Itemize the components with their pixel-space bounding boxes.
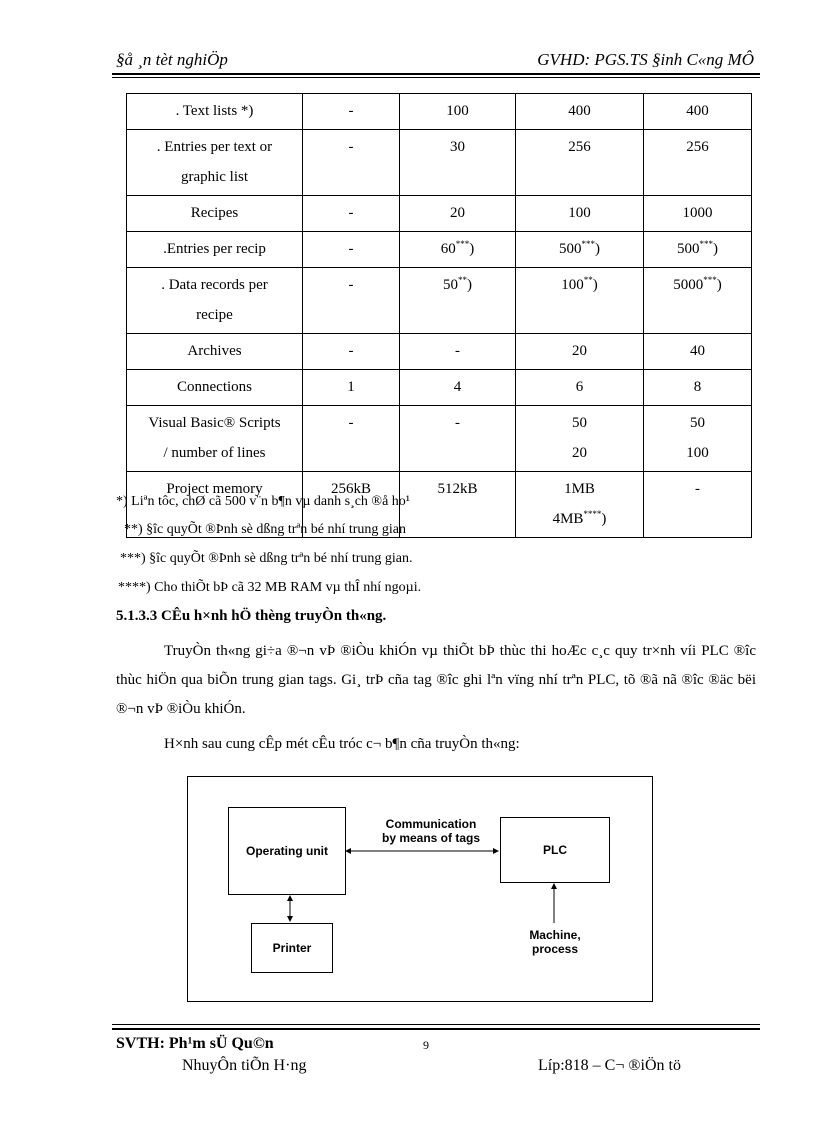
cell-text: - xyxy=(348,241,354,257)
header-title: §å ¸n tèt nghiÖp xyxy=(116,50,228,69)
row-label-cell xyxy=(127,196,303,232)
value-cell xyxy=(303,268,400,334)
table-row xyxy=(127,232,752,268)
diagram-arrows xyxy=(188,777,652,1001)
table-row xyxy=(127,94,752,130)
cell-text: 256kB xyxy=(330,481,371,497)
cell-text: . Entries per text or xyxy=(156,139,273,155)
value-cell xyxy=(516,196,644,232)
value-cell xyxy=(303,334,400,370)
footnote-2: **) §îc quyÕt ®Þnh sè dßng trªn bé nhí trung gian xyxy=(124,522,407,537)
footer-student: SVTH: Ph¹m sÜ Qu©n xyxy=(116,1035,274,1052)
cell-text: - xyxy=(348,343,354,359)
value-cell xyxy=(303,130,400,196)
cell-text: Recipes xyxy=(190,205,239,221)
cell-text: 60***) xyxy=(440,239,475,257)
footnote-3: ***) §îc quyÕt ®Þnh sè dßng trªn bé nhí trung gian. xyxy=(120,551,413,566)
cell-text: .Entries per recip xyxy=(163,241,266,257)
cell-text: 256 xyxy=(686,139,709,155)
cell-text: 400 xyxy=(568,103,591,119)
row-label-cell xyxy=(127,406,303,472)
value-cell xyxy=(644,472,752,538)
value-cell xyxy=(303,196,400,232)
cell-text: 100**) xyxy=(561,275,598,293)
value-cell xyxy=(400,232,516,268)
value-cell xyxy=(644,370,752,406)
cell-text: - xyxy=(455,343,460,359)
plc-box: PLC xyxy=(500,817,610,883)
machine-process-label: Machine, process xyxy=(529,928,581,956)
row-label-cell xyxy=(127,334,303,370)
value-cell xyxy=(400,370,516,406)
value-cell xyxy=(516,94,644,130)
table-row xyxy=(127,406,752,472)
table-row xyxy=(127,196,752,232)
cell-text: 30 xyxy=(450,139,465,155)
value-cell xyxy=(516,472,644,538)
cell-text: 100 xyxy=(568,205,591,221)
cell-text: Connections xyxy=(177,379,252,395)
footnote-1: *) Liªn tôc, chØ cã 500 v¨n b¶n vµ danh s¸ch ®å ho¹ xyxy=(116,494,410,509)
cell-text: - xyxy=(348,415,354,431)
cell-text: - xyxy=(348,139,354,155)
value-cell xyxy=(644,334,752,370)
cell-text: Project memory xyxy=(166,481,263,497)
row-label-cell xyxy=(127,268,303,334)
value-cell xyxy=(303,406,400,472)
row-label-cell xyxy=(127,370,303,406)
cell-text: - xyxy=(348,205,354,221)
value-cell xyxy=(400,94,516,130)
paragraph-figure-lead: H×nh sau cung cÊp mét cÊu tróc c¬ b¶n cña truyÒn th«ng: xyxy=(164,736,520,752)
cell-text: 8 xyxy=(693,379,702,395)
value-cell xyxy=(400,196,516,232)
table-row xyxy=(127,130,752,196)
value-cell xyxy=(516,370,644,406)
cell-text: 256 xyxy=(568,139,591,155)
cell-text: . Data records per xyxy=(161,277,268,293)
cell-text: 4 xyxy=(453,379,462,395)
cell-text: recipe xyxy=(196,307,233,323)
cell-text: 4MB****) xyxy=(552,509,607,527)
communication-label: Communication by means of tags xyxy=(381,817,481,845)
cell-text: 100 xyxy=(446,103,469,119)
cell-text: 50 xyxy=(572,415,587,431)
table-row xyxy=(127,334,752,370)
value-cell xyxy=(644,94,752,130)
row-label-cell xyxy=(127,232,303,268)
footer-student-2: NhuyÔn tiÕn H·ng xyxy=(182,1057,307,1074)
communication-diagram xyxy=(187,776,653,1002)
cell-text: Visual Basic® Scripts xyxy=(148,415,281,431)
value-cell xyxy=(303,370,400,406)
value-cell xyxy=(400,334,516,370)
value-cell xyxy=(644,268,752,334)
value-cell xyxy=(516,334,644,370)
cell-text: 500***) xyxy=(559,239,600,257)
table-row xyxy=(127,268,752,334)
value-cell xyxy=(516,232,644,268)
cell-text: 1 xyxy=(347,379,355,395)
cell-text: 1MB xyxy=(564,481,595,497)
row-label-cell xyxy=(127,130,303,196)
spec-table xyxy=(126,93,752,538)
value-cell xyxy=(644,130,752,196)
cell-text: 500***) xyxy=(677,239,718,257)
printer-box: Printer xyxy=(251,923,333,973)
cell-text: - xyxy=(695,481,700,497)
table-row xyxy=(127,370,752,406)
footer-class: Líp:818 – C¬ ®iÖn tö xyxy=(538,1057,681,1074)
cell-text: 20 xyxy=(572,343,587,359)
value-cell xyxy=(400,472,516,538)
cell-text: 1000 xyxy=(682,205,713,221)
value-cell xyxy=(303,94,400,130)
cell-text: 50**) xyxy=(443,275,472,293)
footer-rule-top xyxy=(112,1024,760,1025)
cell-text: - xyxy=(348,277,354,293)
cell-text: graphic list xyxy=(180,169,249,185)
value-cell xyxy=(516,130,644,196)
cell-text: - xyxy=(455,415,460,431)
value-cell xyxy=(303,232,400,268)
header-rule-bottom xyxy=(112,77,760,78)
cell-text: / number of lines xyxy=(163,445,266,461)
section-heading: 5.1.3.3 CÊu h×nh hÖ thèng truyÒn th«ng. xyxy=(116,608,387,624)
cell-text: 400 xyxy=(686,103,709,119)
cell-text: 20 xyxy=(572,445,587,461)
cell-text: - xyxy=(348,103,354,119)
value-cell xyxy=(400,406,516,472)
cell-text: Archives xyxy=(187,343,242,359)
footnote-4: ****) Cho thiÕt bÞ cã 32 MB RAM vµ thÎ nhí ngoµi. xyxy=(118,580,422,595)
row-label-cell xyxy=(127,94,303,130)
footer-rule-bottom xyxy=(112,1028,760,1030)
value-cell xyxy=(516,406,644,472)
operating-unit-box: Operating unit xyxy=(228,807,346,895)
paragraph-intro: TruyÒn th«ng gi÷a ®¬n vÞ ®iÒu khiÓn vµ thiÕt bÞ thùc thi hoÆc c¸c quy tr×nh víi PLC ®îc thùc hiÖn qua biÕn trung gian tags. Gi¸ trÞ cña tag ®îc ghi lªn vïng nhí trªn PLC, tõ ®ã nã ®îc ®äc bëi ®¬n vÞ ®iÒu khiÓn. xyxy=(116,643,756,717)
page-number: 9 xyxy=(423,1038,429,1052)
value-cell xyxy=(644,232,752,268)
header-rule-top xyxy=(112,73,760,75)
value-cell xyxy=(400,268,516,334)
header-advisor: GVHD: PGS.TS §inh C«ng MÔ xyxy=(537,50,754,69)
value-cell xyxy=(400,130,516,196)
cell-text: . Text lists *) xyxy=(175,103,254,119)
cell-text: 5000***) xyxy=(673,275,722,293)
cell-text: 50 xyxy=(690,415,705,431)
cell-text: 6 xyxy=(575,379,584,395)
value-cell xyxy=(516,268,644,334)
cell-text: 20 xyxy=(450,205,465,221)
cell-text: 40 xyxy=(690,343,705,359)
cell-text: 512kB xyxy=(437,481,478,497)
value-cell xyxy=(644,406,752,472)
value-cell xyxy=(644,196,752,232)
cell-text: 100 xyxy=(686,445,709,461)
